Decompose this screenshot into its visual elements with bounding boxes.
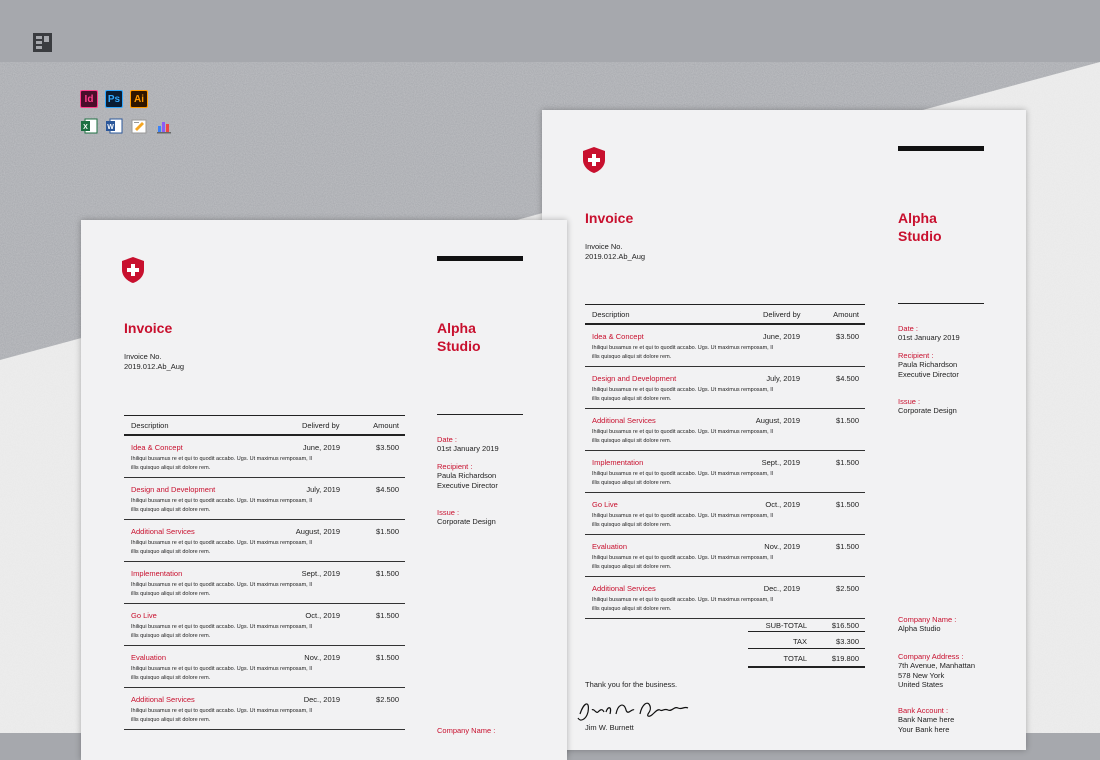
software-icons — [80, 90, 173, 144]
row-title: Go Live — [592, 500, 618, 509]
table-header — [585, 304, 865, 325]
tax-value: $3.300 — [836, 637, 859, 646]
date-value: 01st January 2019 — [898, 333, 960, 342]
top-bar — [898, 146, 984, 151]
col-description: Description — [131, 421, 169, 430]
row-delivered-by: Nov., 2019 — [764, 542, 800, 551]
photoshop-icon: Ps — [105, 90, 123, 108]
issue-value: Corporate Design — [437, 517, 496, 526]
invoice-no-label: Invoice No. — [124, 352, 162, 361]
subtotal-rule — [748, 631, 865, 632]
row-description: Ihiliqui busamus re et qui to quodit accabo. Ugs. Ut maximus remposam, Il illis quisquo aliqui sit dolore rem. — [592, 429, 773, 444]
invoice-title: Invoice — [124, 320, 173, 336]
row-delivered-by: July, 2019 — [766, 374, 800, 383]
keynote-icon — [155, 117, 173, 135]
issue-label: Issue : — [898, 397, 921, 406]
excel-icon — [80, 117, 98, 135]
row-title: Evaluation — [131, 653, 167, 662]
brand-logo-icon — [33, 33, 52, 52]
invoice-page-front — [81, 220, 567, 760]
thank-you-note: Thank you for the business. — [585, 680, 678, 689]
row-amount: $1.500 — [376, 527, 399, 536]
row-delivered-by: Dec., 2019 — [303, 695, 340, 704]
row-amount: $3.500 — [836, 332, 859, 341]
table-row — [585, 577, 865, 619]
table-row — [124, 562, 405, 604]
items-table — [124, 415, 405, 730]
row-delivered-by: June, 2019 — [762, 332, 800, 341]
svg-text:X: X — [83, 124, 88, 131]
row-description: Ihiliqui busamus re et qui to quodit accabo. Ugs. Ut maximus remposam, Il illis quisquo aliqui sit dolore rem. — [131, 624, 312, 639]
row-delivered-by: Oct., 2019 — [305, 611, 340, 620]
row-amount: $1.500 — [836, 500, 859, 509]
table-header — [124, 415, 405, 436]
illustrator-icon: Ai — [130, 90, 148, 108]
company-address: 7th Avenue, Manhattan 578 New York United States — [898, 661, 976, 689]
date-label: Date : — [898, 324, 919, 333]
word-icon — [105, 117, 123, 135]
row-title: Design and Development — [592, 374, 677, 383]
signature — [574, 696, 692, 726]
row-title: Evaluation — [592, 542, 628, 551]
row-delivered-by: Oct., 2019 — [765, 500, 800, 509]
row-amount: $1.500 — [836, 542, 859, 551]
row-description: Ihiliqui busamus re et qui to quodit accabo. Ugs. Ut maximus remposam, Il illis quisquo aliqui sit dolore rem. — [592, 345, 773, 360]
row-title: Additional Services — [131, 527, 195, 536]
studio-name: Alpha Studio — [437, 320, 481, 354]
recipient-value: Paula Richardson Executive Director — [437, 471, 498, 490]
invoice-no: 2019.012.Ab_Aug — [124, 362, 185, 371]
signer-name: Jim W. Burnett — [585, 723, 634, 732]
row-description: Ihiliqui busamus re et qui to quodit accabo. Ugs. Ut maximus remposam, Il illis quisquo aliqui sit dolore rem. — [592, 471, 773, 486]
row-title: Design and Development — [131, 485, 216, 494]
recipient-label: Recipient : — [898, 351, 934, 360]
table-row — [124, 646, 405, 688]
table-row — [585, 535, 865, 577]
indesign-icon: Id — [80, 90, 98, 108]
table-row — [124, 520, 405, 562]
issue-value: Corporate Design — [898, 406, 957, 415]
invoice-no: 2019.012.Ab_Aug — [585, 252, 646, 261]
date-label: Date : — [437, 435, 458, 444]
row-title: Additional Services — [592, 584, 656, 593]
row-delivered-by: August, 2019 — [755, 416, 800, 425]
recipient-value: Paula Richardson Executive Director — [898, 360, 959, 379]
row-description: Ihiliqui busamus re et qui to quodit accabo. Ugs. Ut maximus remposam, Il illis quisquo aliqui sit dolore rem. — [592, 555, 773, 570]
company-name-label: Company Name : — [898, 615, 957, 624]
invoice-page-back — [542, 110, 1026, 750]
row-description: Ihiliqui busamus re et qui to quodit accabo. Ugs. Ut maximus remposam, Il illis quisquo aliqui sit dolore rem. — [592, 597, 773, 612]
col-amount: Amount — [833, 310, 859, 319]
issue-label: Issue : — [437, 508, 460, 517]
row-delivered-by: August, 2019 — [295, 527, 340, 536]
studio-rule — [898, 303, 984, 304]
row-description: Ihiliqui busamus re et qui to quodit accabo. Ugs. Ut maximus remposam, Il illis quisquo aliqui sit dolore rem. — [131, 582, 312, 597]
table-row — [124, 604, 405, 646]
table-row — [585, 493, 865, 535]
table-row — [124, 436, 405, 478]
row-amount: $4.500 — [376, 485, 399, 494]
bank-account-value: Bank Name here Your Bank here — [898, 715, 955, 734]
shield-logo-icon — [121, 256, 145, 284]
row-description: Ihiliqui busamus re et qui to quodit accabo. Ugs. Ut maximus remposam, Il illis quisquo aliqui sit dolore rem. — [592, 513, 773, 528]
row-title: Implementation — [592, 458, 644, 467]
row-delivered-by: June, 2019 — [302, 443, 340, 452]
table-row — [585, 367, 865, 409]
row-title: Additional Services — [131, 695, 195, 704]
table-row — [585, 451, 865, 493]
tax-rule — [748, 648, 865, 649]
row-delivered-by: Sept., 2019 — [301, 569, 340, 578]
table-row — [124, 478, 405, 520]
row-amount: $1.500 — [376, 569, 399, 578]
row-description: Ihiliqui busamus re et qui to quodit accabo. Ugs. Ut maximus remposam, Il illis quisquo aliqui sit dolore rem. — [592, 387, 773, 402]
row-amount: $4.500 — [836, 374, 859, 383]
col-delivered-by: Deliverd by — [763, 310, 801, 319]
col-delivered-by: Deliverd by — [302, 421, 340, 430]
table-row — [585, 325, 865, 367]
row-delivered-by: Nov., 2019 — [304, 653, 340, 662]
row-description: Ihiliqui busamus re et qui to quodit accabo. Ugs. Ut maximus remposam, Il illis quisquo aliqui sit dolore rem. — [131, 540, 312, 555]
items-table — [585, 304, 865, 619]
row-delivered-by: Sept., 2019 — [761, 458, 800, 467]
table-row — [124, 688, 405, 730]
row-amount: $2.500 — [376, 695, 399, 704]
col-amount: Amount — [373, 421, 399, 430]
company-name-label: Company Name : — [437, 726, 496, 735]
row-title: Implementation — [131, 569, 183, 578]
company-name: Alpha Studio — [898, 624, 941, 633]
table-row — [585, 409, 865, 451]
svg-text:W: W — [107, 124, 114, 131]
tax-label: TAX — [792, 637, 807, 646]
row-title: Go Live — [131, 611, 157, 620]
invoice-title: Invoice — [585, 210, 634, 226]
subtotal-label: SUB-TOTAL — [765, 621, 807, 630]
row-title: Additional Services — [592, 416, 656, 425]
row-delivered-by: July, 2019 — [306, 485, 340, 494]
row-delivered-by: Dec., 2019 — [763, 584, 800, 593]
row-amount: $3.500 — [376, 443, 399, 452]
studio-name: Alpha Studio — [898, 210, 942, 244]
shield-logo-icon — [582, 146, 606, 174]
row-description: Ihiliqui busamus re et qui to quodit accabo. Ugs. Ut maximus remposam, Il illis quisquo aliqui sit dolore rem. — [131, 666, 312, 681]
col-description: Description — [592, 310, 630, 319]
recipient-label: Recipient : — [437, 462, 473, 471]
date-value: 01st January 2019 — [437, 444, 499, 453]
row-description: Ihiliqui busamus re et qui to quodit accabo. Ugs. Ut maximus remposam, Il illis quisquo aliqui sit dolore rem. — [131, 456, 312, 471]
total-rule — [748, 666, 865, 668]
pages-icon — [130, 117, 148, 135]
row-title: Idea & Concept — [592, 332, 644, 341]
subtotal-value: $16.500 — [831, 621, 859, 630]
row-amount: $1.500 — [836, 458, 859, 467]
row-amount: $2.500 — [836, 584, 859, 593]
row-amount: $1.500 — [376, 653, 399, 662]
bank-account-label: Bank Account : — [898, 706, 949, 715]
top-bar — [437, 256, 523, 261]
studio-rule — [437, 414, 523, 415]
invoice-no-label: Invoice No. — [585, 242, 623, 251]
row-amount: $1.500 — [836, 416, 859, 425]
row-amount: $1.500 — [376, 611, 399, 620]
row-description: Ihiliqui busamus re et qui to quodit accabo. Ugs. Ut maximus remposam, Il illis quisquo aliqui sit dolore rem. — [131, 708, 312, 723]
total-label: TOTAL — [783, 654, 807, 663]
row-description: Ihiliqui busamus re et qui to quodit accabo. Ugs. Ut maximus remposam, Il illis quisquo aliqui sit dolore rem. — [131, 498, 312, 513]
row-title: Idea & Concept — [131, 443, 183, 452]
total-value: $19.800 — [831, 654, 859, 663]
company-address-label: Company Address : — [898, 652, 964, 661]
